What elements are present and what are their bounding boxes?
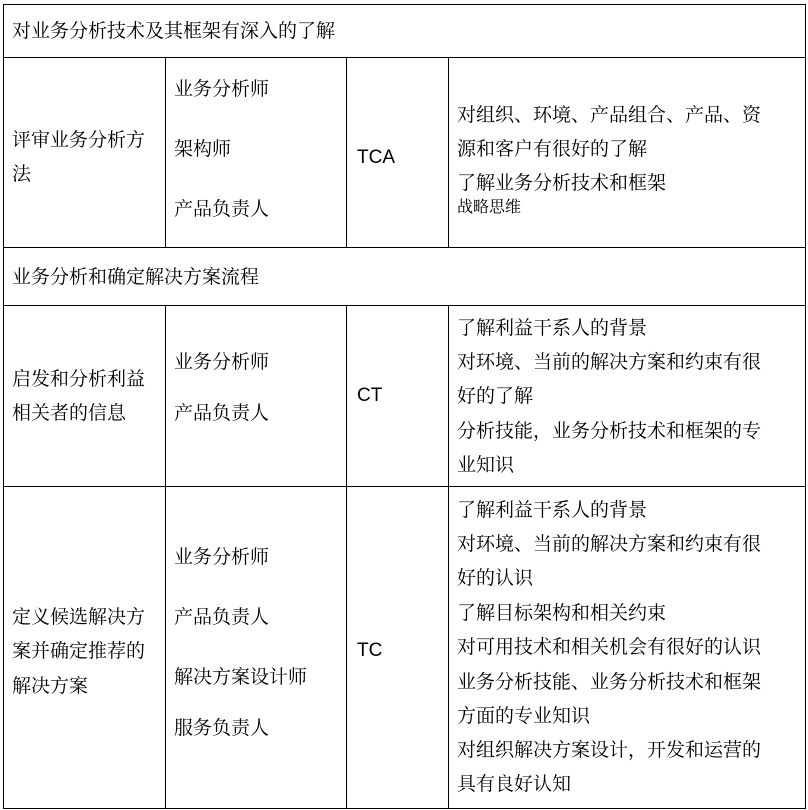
responsibility-code: TCA	[357, 147, 395, 168]
activity-cell-line: 法	[12, 163, 32, 185]
role-cell-line: 架构师	[174, 138, 232, 160]
column-divider	[165, 305, 166, 809]
role-cell-line: 业务分析师	[174, 351, 270, 373]
skill-line: 了解业务分析技术和框架	[457, 172, 667, 194]
skill-line: 业知识	[457, 454, 515, 476]
column-divider	[165, 57, 166, 248]
role-cell-line: 产品负责人	[174, 402, 270, 424]
role-cell-line: 业务分析师	[174, 546, 270, 568]
skill-line: 对组织解决方案设计，开发和运营的	[457, 739, 762, 761]
column-divider	[448, 305, 449, 809]
responsibility-code: TC	[357, 640, 383, 661]
skill-line: 好的认识	[457, 567, 534, 589]
activity-cell-line: 解决方案	[12, 675, 89, 697]
skill-line: 对可用技术和相关机会有很好的认识	[457, 636, 762, 658]
skill-line: 方面的专业知识	[457, 705, 591, 727]
skill-line: 了解目标架构和相关约束	[457, 602, 667, 624]
table-border-right	[805, 4, 806, 809]
skill-line: 具有良好认知	[457, 773, 572, 795]
skill-line: 了解利益干系人的背景	[457, 317, 648, 339]
section-title: 业务分析和确定解决方案流程	[12, 266, 260, 288]
activity-cell-line: 案并确定推荐的	[12, 640, 146, 662]
role-cell-line: 产品负责人	[174, 606, 270, 628]
skill-line: 了解利益干系人的背景	[457, 499, 648, 521]
section-title: 对业务分析技术及其框架有深入的了解	[12, 20, 336, 42]
skill-line: 对环境、当前的解决方案和约束有很	[457, 533, 762, 555]
row-divider	[3, 486, 806, 487]
table-border-left	[3, 4, 4, 809]
activity-cell-line: 评审业务分析方	[12, 129, 146, 151]
role-cell-line: 产品负责人	[174, 198, 270, 220]
column-divider	[346, 57, 347, 248]
activity-cell-line: 相关者的信息	[12, 402, 127, 424]
skill-line: 战略思维	[457, 197, 522, 216]
column-divider	[346, 305, 347, 809]
skill-line: 好的了解	[457, 385, 534, 407]
row-divider	[3, 57, 806, 58]
skill-line: 源和客户有很好的了解	[457, 138, 648, 160]
skill-line: 业务分析技能、业务分析技术和框架	[457, 671, 762, 693]
skill-line: 分析技能，业务分析技术和框架的专	[457, 420, 762, 442]
skill-line: 对组织、环境、产品组合、产品、资	[457, 104, 762, 126]
column-divider	[448, 57, 449, 248]
role-cell-line: 解决方案设计师	[174, 666, 308, 688]
activity-cell-line: 启发和分析利益	[12, 368, 146, 390]
row-divider	[3, 247, 806, 248]
table-border-bottom	[3, 808, 806, 809]
row-divider	[3, 305, 806, 306]
responsibility-code: CT	[357, 385, 383, 406]
activity-cell-line: 定义候选解决方	[12, 606, 146, 628]
role-cell-line: 业务分析师	[174, 78, 270, 100]
skill-line: 对环境、当前的解决方案和约束有很	[457, 351, 762, 373]
role-cell-line: 服务负责人	[174, 717, 270, 739]
table-border-top	[3, 4, 806, 5]
